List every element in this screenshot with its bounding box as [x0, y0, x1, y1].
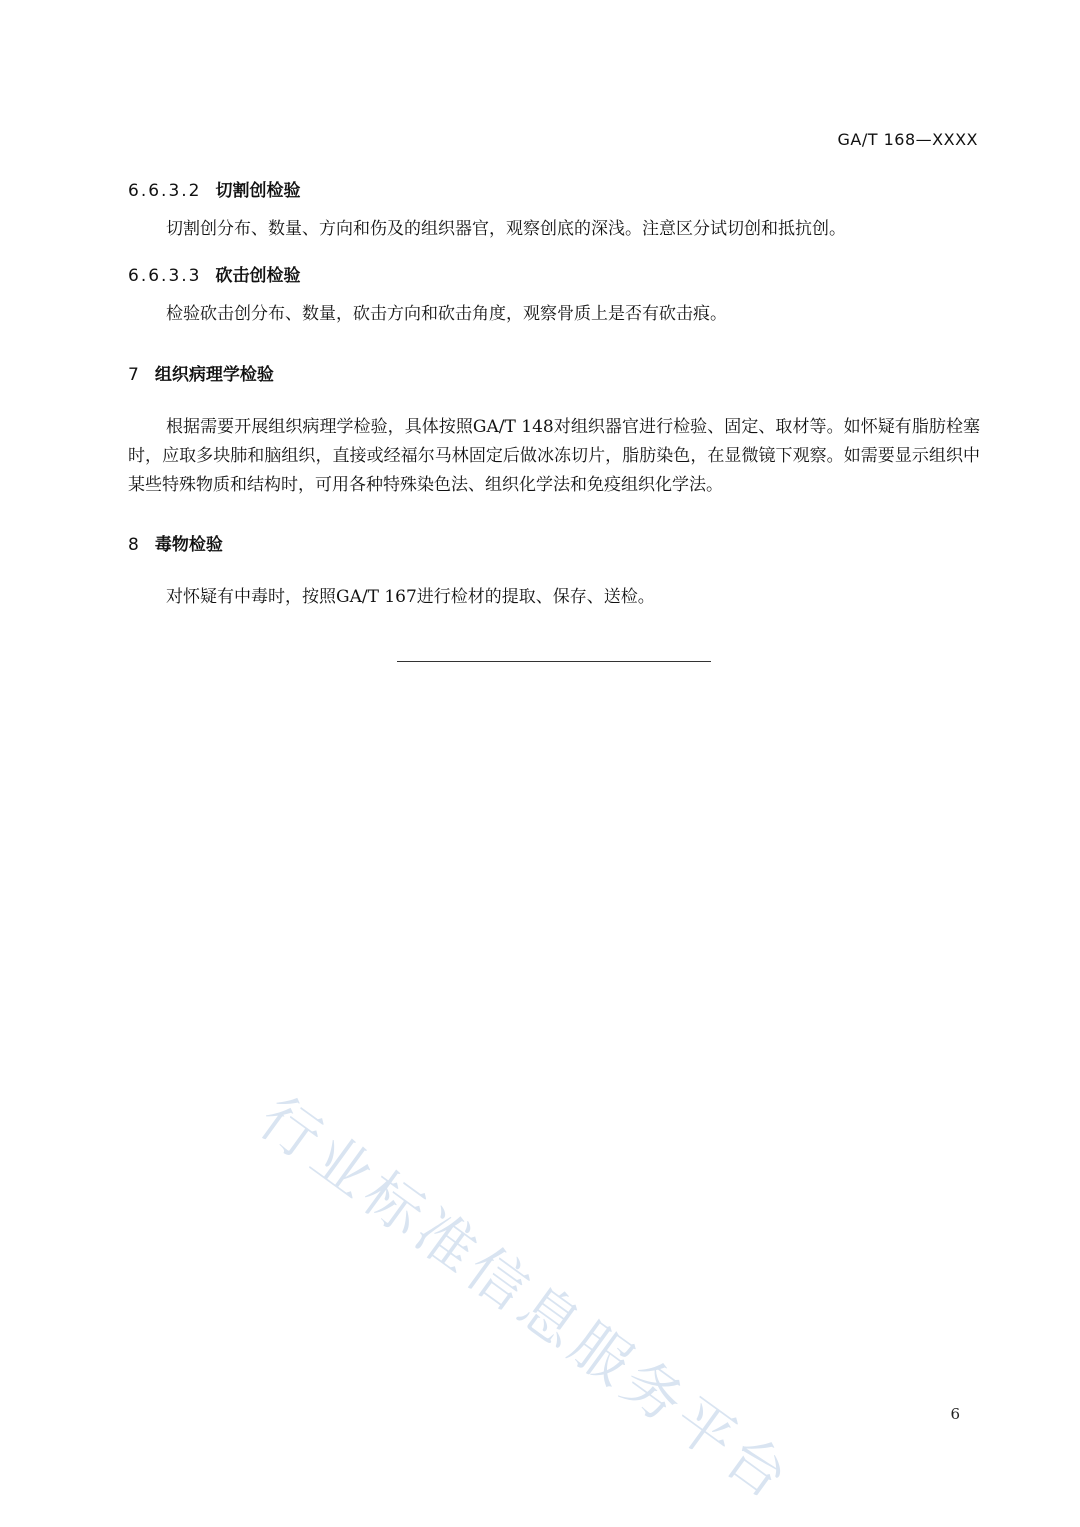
section-paragraph-6633: 检验砍击创分布、数量，砍击方向和砍击角度，观察骨质上是否有砍击痕。: [166, 304, 727, 324]
section-title: 切割创检验: [215, 181, 301, 201]
section-title: 砍击创检验: [215, 266, 301, 286]
page-number: 6: [950, 1405, 960, 1423]
section-number: 8: [128, 535, 141, 555]
section-title: 毒物检验: [154, 535, 223, 555]
section-title: 组织病理学检验: [154, 365, 274, 385]
section-heading-8: [128, 530, 223, 555]
watermark-text: 行业标准信息服务平台: [247, 1083, 805, 1515]
section-paragraph-7: 根据需要开展组织病理学检验，具体按照GA/T 148对组织器官进行检验、固定、取材等。如怀疑有脂肪栓塞时，应取多块肺和脑组织，直接或经福尔马林固定后做冰冻切片，脂肪染色，在显微镜下观察。如需要显示组织中某些特殊物质和结构时，可用各种特殊染色法、组织化学法和免疫组织化学法。: [128, 417, 980, 495]
section-paragraph-6632: 切割创分布、数量、方向和伤及的组织器官，观察创底的深浅。注意区分试切创和抵抗创。: [166, 219, 846, 239]
section-number: 6.6.3.3: [128, 266, 202, 286]
section-heading-7: [128, 360, 274, 385]
section-number: 7: [128, 365, 141, 385]
section-number: 6.6.3.2: [128, 181, 202, 201]
end-divider-line: [397, 661, 711, 662]
section-heading-6632: [128, 176, 300, 201]
standard-code-header: GA/T 168—XXXX: [837, 130, 978, 149]
section-heading-6633: [128, 261, 300, 286]
section-paragraph-8: 对怀疑有中毒时，按照GA/T 167进行检材的提取、保存、送检。: [166, 587, 655, 607]
